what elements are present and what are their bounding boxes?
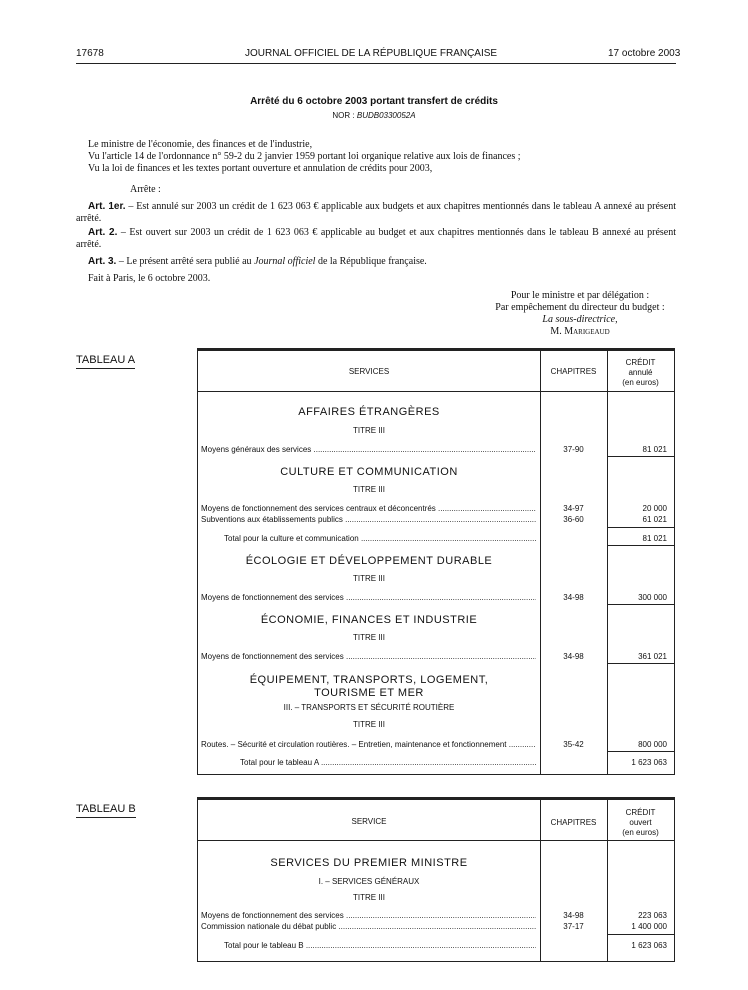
table-row: Moyens de fonctionnement des services ..... <box>201 592 536 606</box>
section-titre: TITRE III <box>353 574 385 583</box>
tableau-b-label: TABLEAU B <box>76 803 136 818</box>
journal-title: JOURNAL OFFICIEL DE LA RÉPUBLIQUE FRANÇAISE <box>245 48 498 59</box>
article-3-label: Art. 3. <box>88 256 117 267</box>
subtotal-rule <box>607 545 674 546</box>
credit-heading: CRÉDIT <box>625 808 656 817</box>
article-3-journal: Journal officiel <box>254 256 316 267</box>
article-1-label: Art. 1er. <box>88 201 126 212</box>
tableau-a-col-credit <box>607 358 674 388</box>
section-subtitle: III. – TRANSPORTS ET SÉCURITÉ ROUTIÈRE <box>283 703 455 712</box>
decree-title: Arrêté du 6 octobre 2003 portant transfert de crédits <box>250 96 498 107</box>
table-row: Moyens de fonctionnement des services ..... <box>201 651 536 665</box>
credit-qualifier: annulé <box>628 368 653 377</box>
tableau-a-header-rule <box>198 391 674 392</box>
tableau-a-total-montant: 1 623 063 <box>631 758 667 767</box>
row-chapitre: 34-98 <box>563 593 584 602</box>
tableau-a-label: TABLEAU A <box>76 354 135 369</box>
section-title: SERVICES DU PREMIER MINISTRE <box>270 857 468 869</box>
subtotal-rule <box>607 456 674 457</box>
row-montant: 223 063 <box>638 911 667 920</box>
subtotal-rule <box>607 527 674 528</box>
tableau-b-col-chapitres: CHAPITRES <box>550 818 597 827</box>
credit-qualifier: ouvert <box>629 818 652 827</box>
subtotal-rule <box>607 604 674 605</box>
row-chapitre: 34-98 <box>563 652 584 661</box>
section-title-line-2: TOURISME ET MER <box>314 687 424 699</box>
preamble-minister: Le ministre de l'économie, des finances et de l'industrie, <box>88 139 313 150</box>
credit-unit: (en euros) <box>622 828 659 837</box>
row-chapitre: 35-42 <box>563 740 584 749</box>
credit-heading: CRÉDIT <box>625 358 656 367</box>
section-title: ÉCONOMIE, FINANCES ET INDUSTRIE <box>260 614 478 626</box>
tableau-a-col-services: SERVICES <box>348 367 390 376</box>
signature-name: M. Marigeaud <box>550 326 610 337</box>
section-title: AFFAIRES ÉTRANGÈRES <box>298 406 440 418</box>
article-3 <box>88 256 427 268</box>
section-title: ÉCOLOGIE ET DÉVELOPPEMENT DURABLE <box>245 555 493 567</box>
fait-a-paris: Fait à Paris, le 6 octobre 2003. <box>88 273 211 284</box>
subtotal-rule <box>607 751 674 752</box>
preamble-vu-2: Vu la loi de finances et les textes portant ouverture et annulation de crédits pour 2003, <box>88 163 433 174</box>
section-subtitle: I. – SERVICES GÉNÉRAUX <box>318 877 420 886</box>
row-chapitre: 34-98 <box>563 911 584 920</box>
arrete-label: Arrête : <box>130 184 161 195</box>
subtotal-rule <box>607 934 674 935</box>
article-2-text: – Est ouvert sur 2003 un crédit de 1 623 063 € applicable au budget et aux chapitres mentionnés dans le tableau B annexé au présent arrêté. <box>76 227 676 250</box>
tableau-a-col-chapitres: CHAPITRES <box>550 367 597 376</box>
table-row: Moyens de fonctionnement des services centraux et déconcentrés ..... <box>201 503 536 517</box>
article-3-text-before: – Le présent arrêté sera publié au <box>116 256 255 267</box>
article-1 <box>76 201 676 225</box>
row-montant: 800 000 <box>638 740 667 749</box>
row-montant: 81 021 <box>642 445 667 454</box>
issue-date: 17 octobre 2003 <box>608 48 681 59</box>
tableau-b-col-credit <box>607 808 674 838</box>
article-1-text: – Est annulé sur 2003 un crédit de 1 623 063 € applicable aux budgets et aux chapitres mentionnés dans le tableau A annexé au présent arrêté. <box>76 201 676 224</box>
tableau-a-total: Total pour le tableau A ..... <box>240 757 536 771</box>
tableau-b-col-service: SERVICE <box>351 817 387 826</box>
section-title: CULTURE ET COMMUNICATION <box>280 466 458 478</box>
tableau-b-header-rule <box>198 840 674 841</box>
preamble-vu-1: Vu l'article 14 de l'ordonnance n° 59-2 du 2 janvier 1959 portant loi organique relative aux lois de finances ; <box>88 151 521 162</box>
header-rule <box>76 63 676 64</box>
table-row: Subventions aux établissements publics ..... <box>201 514 536 528</box>
row-montant: 361 021 <box>638 652 667 661</box>
signature-line-2: Par empêchement du directeur du budget : <box>495 302 665 313</box>
subtotal-rule <box>607 663 674 664</box>
page-number: 17678 <box>76 48 104 59</box>
row-chapitre: 37-17 <box>563 922 584 931</box>
credit-unit: (en euros) <box>622 378 659 387</box>
section-title <box>198 674 540 700</box>
row-chapitre: 36-60 <box>563 515 584 524</box>
section-titre: TITRE III <box>353 426 385 435</box>
nor-reference <box>0 111 748 120</box>
section-titre: TITRE III <box>353 633 385 642</box>
table-row: Routes. – Sécurité et circulation routières. – Entretien, maintenance et fonctionnement ..... <box>201 739 536 753</box>
section-total-montant: 81 021 <box>642 534 667 543</box>
section-titre: TITRE III <box>353 485 385 494</box>
section-title-line-1: ÉQUIPEMENT, TRANSPORTS, LOGEMENT, <box>249 674 489 686</box>
article-2 <box>76 227 676 251</box>
row-montant: 1 400 000 <box>631 922 667 931</box>
tableau-a-col-divider-2 <box>607 351 608 774</box>
signature-line-1: Pour le ministre et par délégation : <box>510 290 650 301</box>
row-chapitre: 34-97 <box>563 504 584 513</box>
nor-code: BUDB0330052A <box>356 111 416 120</box>
table-row: Moyens de fonctionnement des services ..... <box>201 910 536 924</box>
row-montant: 61 021 <box>642 515 667 524</box>
row-chapitre: 37-90 <box>563 445 584 454</box>
nor-label: NOR : <box>332 111 357 120</box>
table-row: Moyens généraux des services ..... <box>201 444 536 458</box>
section-titre: TITRE III <box>353 893 385 902</box>
section-total: Total pour la culture et communication ..... <box>224 533 536 547</box>
row-montant: 300 000 <box>638 593 667 602</box>
article-3-text-after: de la République française. <box>315 256 427 267</box>
section-titre: TITRE III <box>353 720 385 729</box>
tableau-a-col-divider-1 <box>540 351 541 774</box>
table-row: Commission nationale du débat public ..... <box>201 921 536 935</box>
row-montant: 20 000 <box>642 504 667 513</box>
signature-line-3: La sous-directrice, <box>542 314 618 325</box>
tableau-b-total-montant: 1 623 063 <box>631 941 667 950</box>
article-2-label: Art. 2. <box>88 227 118 238</box>
tableau-b-total: Total pour le tableau B ..... <box>224 940 536 954</box>
